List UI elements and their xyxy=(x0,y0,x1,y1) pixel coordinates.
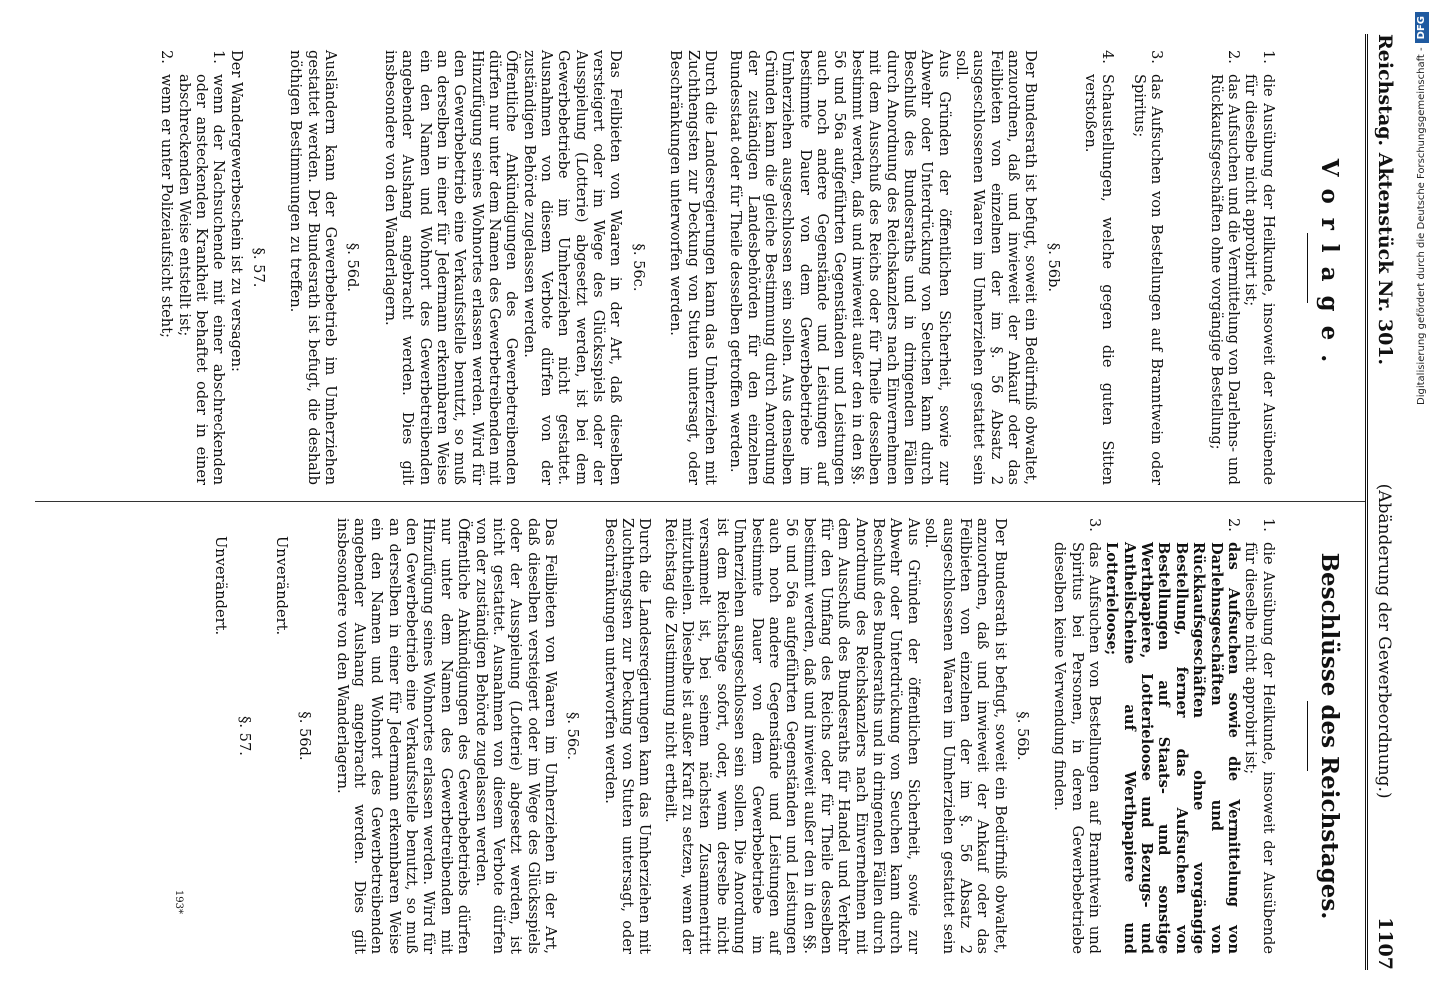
header-rule xyxy=(1365,34,1368,970)
spacer xyxy=(1116,50,1130,485)
item-text: das Aufsuchen von Bestellungen auf Branntwein und Spiritus bei Personen, in deren Gewerbebetriebe dieselben keine Verwendung finden. xyxy=(1051,542,1104,954)
paragraph: Der Wandergewerbeschein ist zu versagen: xyxy=(227,50,245,372)
header-middle: (Abänderung der Gewerbeordnung.) xyxy=(1374,483,1394,799)
list-item xyxy=(1130,50,1165,485)
item-number: 1. xyxy=(1259,518,1277,532)
column-title-vorlage: Vorlage. xyxy=(1316,158,1343,377)
header-left: Reichstag. Aktenstück Nr. 301. xyxy=(1374,34,1396,366)
paragraph: Das Feilbieten von Waaren in der Art, daß dieselben versteigert oder im Wege des Glücksspiels oder der Ausspielung (Lotterie) abgesetzt werden, ist bei dem Gewerbebetriebe im Umherziehen nicht gestattet. Ausnahmen von diesem Verbote dürfen von der zuständigen Behörde zugelassen werden. xyxy=(520,50,625,485)
item-text: die Ausübung der Heilkunde, insoweit der Ausübende für dieselbe nicht approbirt ist; xyxy=(1242,542,1277,954)
sheet-mark: 193* xyxy=(172,889,184,914)
item-text: das Aufsuchen sowie die Vermittelung von Darlehnsgeschäften und von Rückkaufsgeschäften ohne vorgängige Bestellung, ferner das Aufsuchen von Bestellungen auf Staats- und sonstige Werthpapiere, Lotterieloose und Bezugs- und Antheilscheine auf Werthpapiere und Lotterieloose; xyxy=(1103,542,1242,954)
left-column-vorlage xyxy=(35,34,1365,502)
list-item xyxy=(175,50,227,485)
title-rule xyxy=(1307,701,1308,771)
section-heading: §. 56b. xyxy=(1044,242,1062,293)
section-heading: §. 56c. xyxy=(629,243,647,292)
item-text: die Ausübung der Heilkunde, insoweit der Ausübende für dieselbe nicht approbirt ist; xyxy=(1242,74,1277,485)
paragraph: Öffentliche Ankündigungen des Gewerbetreibenden dürfen nur unter dem Namen des Gewerbetreibenden mit Hinzufügung seines Wohnortes erlassen werden. Wird für den Gewerbebetrieb eine Verkaufsstelle benutzt, so muß an derselben in einer für Jedermann erkennbaren Weise ein den Namen und Wohnort des Gewerbetreibenden angebender Aushang angebracht werden. Dies gilt insbesondere von den Wanderlagern. xyxy=(381,50,521,485)
paragraph: Der Bundesrath ist befugt, soweit ein Bedürfniß obwaltet, anzuordnen, daß und inwieweit der Ankauf oder das Feilbieten von einzelnen der im §. 56 Absatz 2 ausgeschlossenen Waaren im Umherziehen gestattet sein soll. xyxy=(952,50,1040,485)
item-number: 2. xyxy=(1224,50,1242,64)
section-heading: §. 56d. xyxy=(344,242,362,293)
list-item xyxy=(1103,518,1242,954)
spacer xyxy=(1165,50,1207,485)
unchanged-note: Unverändert. xyxy=(212,536,230,636)
list-item xyxy=(1242,518,1277,954)
title-rule xyxy=(1307,233,1308,303)
item-number: 1. xyxy=(210,50,228,64)
right-column-beschluesse xyxy=(35,502,1365,970)
list-item xyxy=(1051,518,1103,954)
item-text: wenn er unter Polizeiaufsicht steht; xyxy=(158,74,176,338)
paragraph: Öffentliche Ankündigungen des Gewerbebetriebs dürfen nur unter dem Namen des Gewerbetreibenden mit Hinzufügung seines Wohnortes erlassen werden. Wird für den Gewerbebetrieb eine Verkaufsstelle benutzt, so muß an derselben in einer für Jedermann erkennbaren Weise ein den Namen und Wohnort des Gewerbetreibenden angebender Aushang angebracht werden. Dies gilt insbesondere von den Wanderlagern. xyxy=(333,518,473,954)
paragraph: Durch die Landesregierungen kann das Umherziehen mit Zuchthengsten zur Deckung von Stuten untersagt, oder Beschränkungen unterworfen werden. xyxy=(601,518,654,954)
item-text: das Aufsuchen und die Vermittelung von Darlehns- und Rückkaufsgeschäften ohne vorgängige Bestellung; xyxy=(1207,74,1242,485)
item-number: 2. xyxy=(1224,518,1242,532)
item-number: 1. xyxy=(1259,50,1277,64)
section-heading: §. 57. xyxy=(235,716,253,756)
item-text: Schaustellungen, welche gegen die guten Sitten verstoßen. xyxy=(1082,74,1117,485)
item-number: 3. xyxy=(1086,518,1104,532)
item-text: das Aufsuchen von Bestellungen auf Branntwein oder Spiritus; xyxy=(1130,74,1166,485)
paragraph: Das Feilbieten von Waaren im Umherziehen in der Art, daß dieselben versteigert oder im Wege des Glücksspiels oder der Ausspielung (Lotterie) abgesetzt werden, ist nicht gestattet. Ausnahmen von diesem Verbote dürfen von der zuständigen Behörde zugelassen werden. xyxy=(472,518,559,954)
page-header xyxy=(1370,34,1396,970)
section-heading: §. 56c. xyxy=(564,712,582,760)
paragraph: Aus Gründen der öffentlichen Sicherheit, sowie zur Abwehr oder Unterdrückung von Seuchen kann durch Beschluß des Bundesraths und in dringenden Fällen durch Anordnung des Reichskanzlers nach Einvernehmen mit dem Ausschuß des Bundesraths für Handel und Verkehr für den Umfang des Reichs oder für Theile desselben bestimmt werden, daß und inwieweit außer den in den §§. 56 und 56a aufgeführten Gegenständen und Leistungen auch noch andere Gegenstände und Leistungen auf bestimmte Dauer von dem Gewerbebetriebe im Umherziehen ausgeschlossen sein sollen. Die Anordnung ist dem Reichstage sofort, oder, wenn derselbe nicht versammelt ist, bei seinem nächsten Zusammentritt mitzutheilen. Dieselbe ist außer Kraft zu setzen, wenn der Reichstag die Zustimmung nicht ertheilt. xyxy=(661,518,922,954)
unchanged-note: Unverändert. xyxy=(272,536,290,636)
item-number: 3. xyxy=(1148,50,1166,64)
list-item xyxy=(1082,50,1117,485)
dfg-logo: DFG xyxy=(1415,12,1429,43)
item-number: 2. xyxy=(158,50,176,64)
digitization-credit xyxy=(1412,0,1432,1000)
section-heading: §. 56d. xyxy=(296,711,314,761)
paragraph: Aus Gründen der öffentlichen Sicherheit, sowie zur Abwehr oder Unterdrückung von Seuchen kann durch Beschluß des Bundesraths und in dringenden Fällen durch Anordnung des Reichskanzlers nach Einvernehmen mit dem Ausschuß des Reichs oder für Theile desselben bestimmt werden, daß und inwieweit außer den in den §§. 56 und 56a aufgeführten Gegenständen und Leistungen auch noch andere Gegenstände und Leistungen auf bestimmte Dauer von dem Gewerbebetriebe im Umherziehen ausgeschlossen sein sollen. Aus denselben Gründen kann die gleiche Bestimmung durch Anordnung der zuständigen Landesbehörden für den einzelnen Bundesstaat oder für Theile desselben getroffen werden. xyxy=(727,50,953,485)
paragraph: Der Bundesrath ist befugt, soweit ein Bedürfniß obwaltet, anzuordnen, daß und inwieweit der Ankauf oder das Feilbieten von einzelnen der im §. 56 Absatz 2 ausgeschlossenen Waaren im Umherziehen gestattet sein soll. xyxy=(922,518,1009,954)
page-number: 1107 xyxy=(1374,917,1396,970)
paragraph: Durch die Landesregierungen kann das Umherziehen mit Zuchthengsten zur Deckung von Stuten untersagt, oder Beschränkungen unterworfen werden. xyxy=(667,50,719,485)
section-heading: §. 56b. xyxy=(1013,711,1031,761)
list-item xyxy=(1242,50,1277,485)
list-item xyxy=(158,50,175,485)
credit-text: Digitalisierung gefördert durch die Deutsche Forschungsgemeinschaft - xyxy=(1416,47,1427,405)
list-item xyxy=(1207,50,1242,485)
item-number: 4. xyxy=(1099,50,1117,64)
item-text: wenn der Nachsuchende mit einer abschreckenden oder ansteckenden Krankheit behaftet oder in einer abschreckenden Weise entstellt ist; xyxy=(175,74,228,485)
column-title-beschluesse: Beschlüsse des Reichstages. xyxy=(1316,552,1343,920)
two-column-body xyxy=(35,34,1365,970)
paragraph: Ausländern kann der Gewerbebetrieb im Umherziehen gestattet werden. Der Bundesrath ist befugt, die deshalb nöthigen Bestimmungen zu treffen. xyxy=(287,50,340,485)
section-heading: §. 57. xyxy=(250,247,268,288)
